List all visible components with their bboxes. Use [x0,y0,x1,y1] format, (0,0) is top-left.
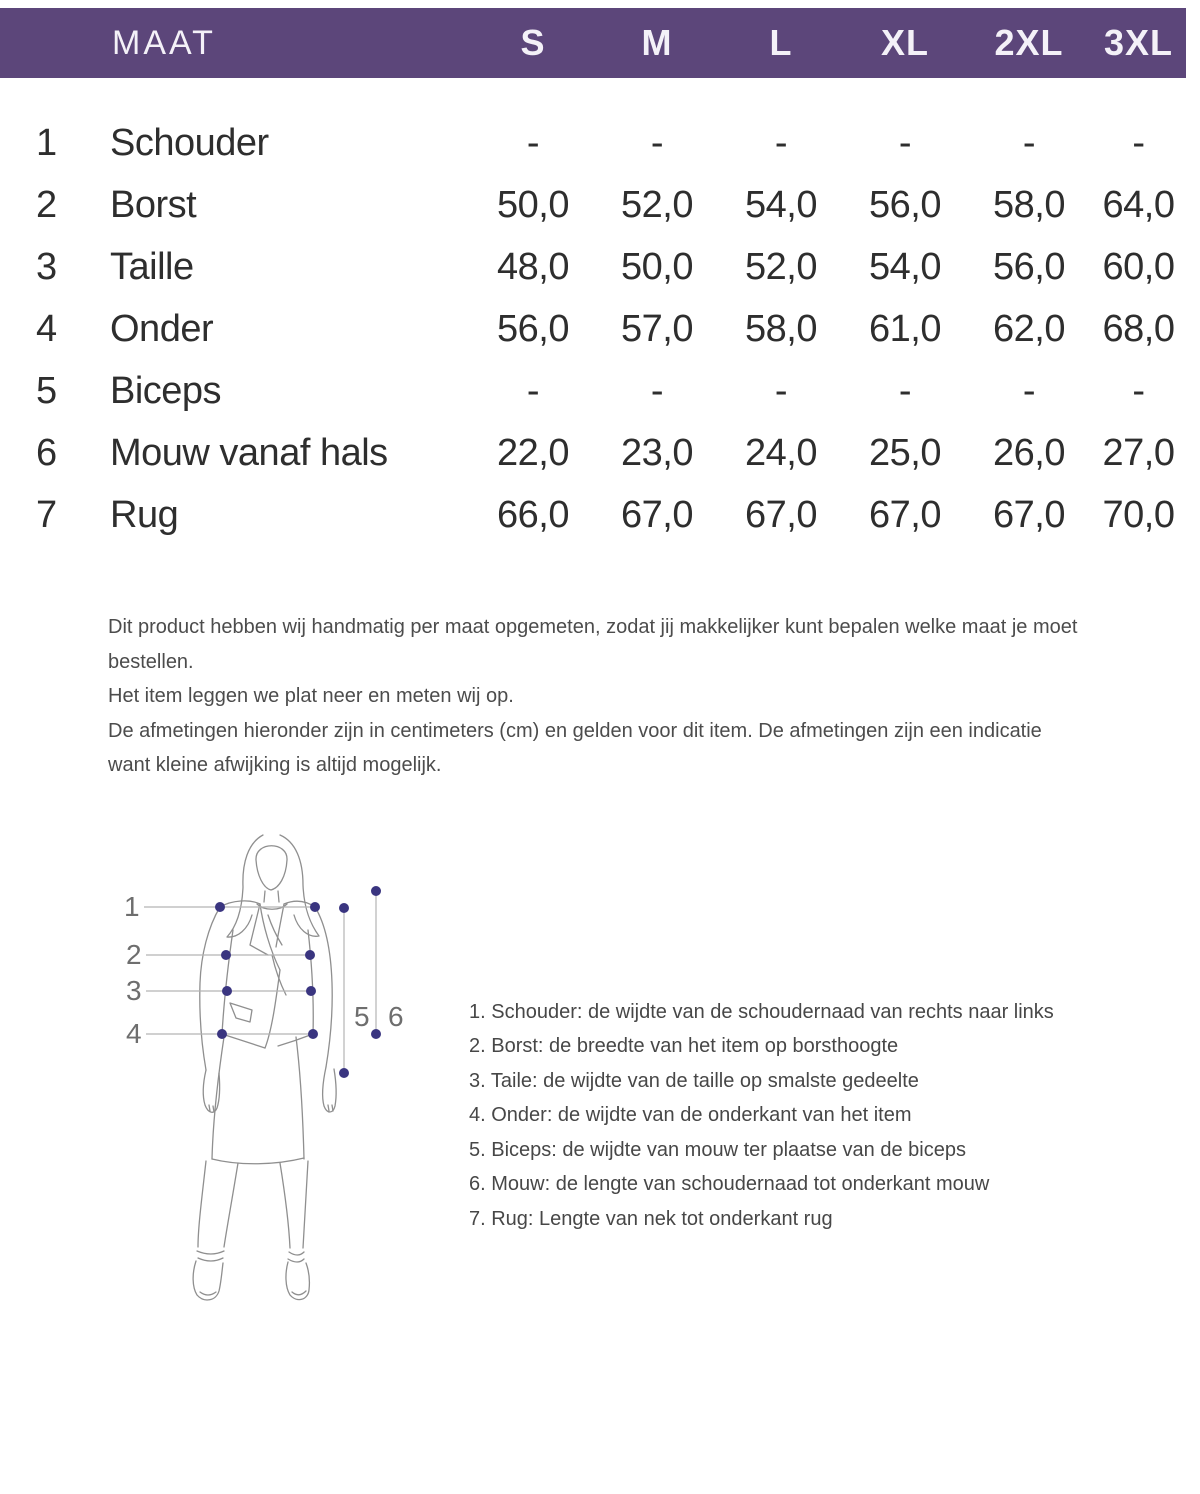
row-number: 2 [36,183,57,226]
row-value: 67,0 [745,493,817,536]
legend-item: 3. Taile: de wijdte van de taille op smalste gedeelte [469,1069,919,1092]
row-value: 60,0 [1102,245,1175,288]
legend-item: 5. Biceps: de wijdte van mouw ter plaatse van de biceps [469,1138,966,1161]
row-value: 54,0 [869,245,941,288]
row-value: 50,0 [497,183,569,226]
size-column-m: M [641,22,673,63]
table-row [0,236,1186,298]
row-value: 58,0 [745,307,817,350]
size-column-xl: XL [880,22,929,63]
row-value: 58,0 [993,183,1065,226]
size-table-title: MAAT [112,23,216,62]
table-row [0,484,1186,546]
row-value: 68,0 [1102,307,1175,350]
row-value: 64,0 [1102,183,1175,226]
marker-label-3: 3 [126,974,142,1006]
row-value: 22,0 [497,431,569,474]
legend-item: 2. Borst: de breedte van het item op borsthoogte [469,1035,899,1058]
row-number: 1 [36,121,57,164]
measurement-legend [469,995,1054,1237]
row-value: 48,0 [497,245,569,288]
row-value: 66,0 [497,493,569,536]
row-value: 61,0 [869,307,941,350]
row-number: 6 [36,431,57,474]
row-label: Taille [110,245,194,288]
table-row [0,360,1186,422]
row-value: 26,0 [993,431,1065,474]
row-value: 56,0 [869,183,941,226]
row-value: 67,0 [993,493,1065,536]
row-number: 3 [36,245,57,288]
row-value: - [650,369,664,412]
row-number: 5 [36,369,57,412]
size-table-header [0,8,1186,78]
row-number: 4 [36,307,57,350]
row-value: - [898,121,912,164]
note-paragraph: De afmetingen hieronder zijn in centimeters (cm) en gelden voor dit item. De afmetingen zijn een indicatie want kleine afwijking is altijd mogelijk. [108,719,1042,776]
size-column-s: S [520,22,546,63]
size-column-3xl: 3XL [1103,22,1174,63]
marker-label-2: 2 [126,938,142,970]
row-label: Onder [110,307,214,350]
marker-label-6: 6 [388,1000,404,1032]
row-label: Schouder [110,121,269,164]
marker-label-1: 1 [124,890,140,922]
legend-item: 4. Onder: de wijdte van de onderkant van het item [469,1104,912,1127]
note-paragraph: Het item leggen we plat neer en meten wij op. [108,685,514,707]
row-value: 56,0 [497,307,569,350]
table-row [0,298,1186,360]
row-value: - [1132,369,1145,412]
row-value: 27,0 [1102,431,1175,474]
row-value: - [774,121,788,164]
row-value: - [898,369,912,412]
row-value: 67,0 [621,493,693,536]
row-value: - [650,121,664,164]
row-value: - [526,369,540,412]
size-column-2xl: 2XL [994,22,1064,63]
row-label: Rug [110,493,179,536]
legend-item: 7. Rug: Lengte van nek tot onderkant rug [469,1208,833,1231]
measurement-notes [108,610,1083,783]
row-value: - [774,369,788,412]
row-value: 62,0 [993,307,1065,350]
row-value: 52,0 [745,245,817,288]
legend-item: 1. Schouder: de wijdte van de schoudernaad van rechts naar links [469,1000,1054,1023]
row-value: - [526,121,540,164]
row-value: 50,0 [621,245,693,288]
table-row [0,174,1186,236]
table-row [0,422,1186,484]
row-value: 54,0 [745,183,817,226]
row-value: 57,0 [621,307,693,350]
row-label: Borst [110,183,197,226]
size-column-l: L [769,22,793,63]
row-number: 7 [36,493,57,536]
row-label: Mouw vanaf hals [110,431,388,474]
row-value: 52,0 [621,183,693,226]
measurement-figure-section [0,783,1200,1481]
marker-label-4: 4 [126,1017,142,1049]
row-value: - [1022,369,1036,412]
table-row [0,112,1186,174]
row-value: 70,0 [1102,493,1175,536]
row-value: 56,0 [993,245,1065,288]
row-value: - [1132,121,1145,164]
row-value: 23,0 [621,431,693,474]
row-value: 25,0 [869,431,941,474]
note-paragraph: Dit product hebben wij handmatig per maat opgemeten, zodat jij makkelijker kunt bepalen welke maat je moet bestellen. [108,616,1078,673]
row-value: 24,0 [745,431,817,474]
size-table-body [0,112,1200,546]
measurement-figure [100,815,460,1335]
row-value: 67,0 [869,493,941,536]
row-label: Biceps [110,369,222,412]
legend-item: 6. Mouw: de lengte van schoudernaad tot onderkant mouw [469,1173,990,1196]
marker-label-5: 5 [354,1000,370,1032]
row-value: - [1022,121,1036,164]
